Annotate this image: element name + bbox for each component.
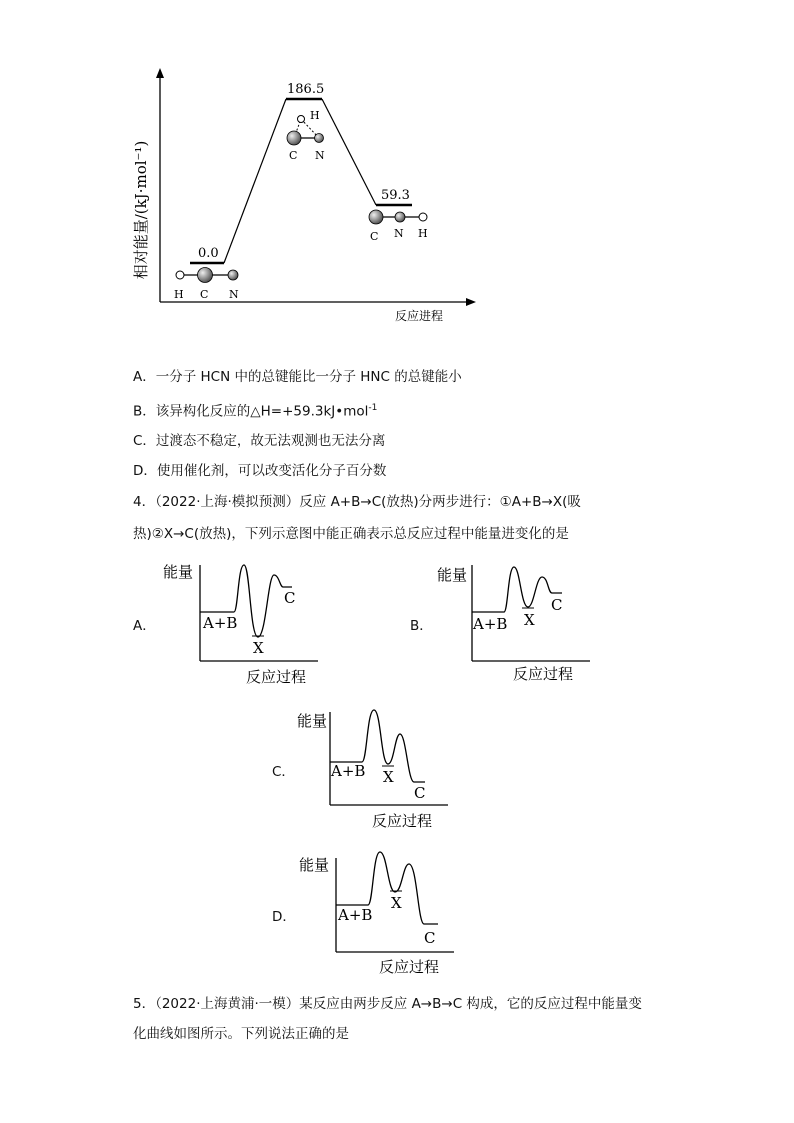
option-b bbox=[133, 398, 377, 422]
question-4-line-2: 热)②X→C(放热)，下列示意图中能正确表示总反应过程中能量进变化的是 bbox=[133, 526, 569, 542]
y-axis-label: 能量 bbox=[299, 856, 330, 874]
option-b-label: B． bbox=[410, 618, 433, 634]
diagram-option-c bbox=[290, 702, 465, 837]
intermediate-label: X bbox=[253, 639, 264, 657]
question-5-line-2: 化曲线如图所示。下列说法正确的是 bbox=[133, 1026, 349, 1042]
option-c-label: C． bbox=[272, 764, 295, 780]
diagram-option-a bbox=[160, 555, 335, 690]
reactant-label: A+B bbox=[338, 906, 373, 924]
level-value-transition: 186.5 bbox=[287, 82, 325, 97]
diagram-option-b bbox=[432, 555, 607, 690]
reactant-label: A+B bbox=[203, 614, 238, 632]
atom-label-h: H bbox=[418, 227, 428, 240]
question-4-line-1: 4．（2022·上海·模拟预测）反应 A+B→C(放热)分两步进行：①A+B→X(吸 bbox=[133, 494, 581, 510]
reactant-label: A+B bbox=[473, 615, 508, 633]
option-b-superscript: -1 bbox=[368, 403, 378, 413]
reactant-label: A+B bbox=[331, 762, 366, 780]
intermediate-label: X bbox=[524, 611, 535, 629]
atom-label-n: N bbox=[394, 227, 404, 240]
y-axis-label: 能量 bbox=[297, 712, 328, 730]
intermediate-label: X bbox=[383, 768, 394, 786]
atom-label-h: H bbox=[174, 288, 184, 301]
y-axis-arrow bbox=[156, 68, 164, 78]
hnc-molecule-icon bbox=[369, 210, 427, 224]
x-axis-label: 反应过程 bbox=[513, 665, 574, 683]
option-a: A．一分子 HCN 中的总键能比一分子 HNC 的总键能小 bbox=[133, 369, 462, 385]
atom-label-c: C bbox=[289, 149, 298, 162]
option-c: C．过渡态不稳定，故无法观测也无法分离 bbox=[133, 433, 386, 449]
product-label: C bbox=[551, 596, 563, 614]
level-value-product: 59.3 bbox=[381, 188, 410, 203]
descent-line bbox=[322, 99, 376, 205]
x-axis-label: 反应过程 bbox=[379, 958, 440, 976]
atom-label-c: C bbox=[370, 230, 379, 243]
question-5-line-1: 5．（2022·上海黄浦·一模）某反应由两步反应 A→B→C 构成，它的反应过程中能量变 bbox=[133, 996, 642, 1012]
ascent-line bbox=[224, 99, 286, 263]
product-label: C bbox=[284, 589, 296, 607]
x-axis-arrow bbox=[466, 298, 476, 306]
y-axis-label: 能量 bbox=[163, 563, 194, 581]
option-a-label: A． bbox=[133, 618, 156, 634]
x-axis-label: 反应进程 bbox=[395, 309, 444, 323]
product-label: C bbox=[424, 929, 436, 947]
y-axis-label: 能量 bbox=[437, 566, 468, 584]
atom-label-c: C bbox=[200, 288, 209, 301]
hcn-molecule-icon bbox=[176, 268, 238, 283]
atom-label-h: H bbox=[310, 109, 320, 122]
intermediate-label: X bbox=[391, 894, 402, 912]
level-value-reactant: 0.0 bbox=[198, 246, 219, 261]
product-label: C bbox=[414, 784, 426, 802]
diagram-option-d bbox=[296, 848, 471, 983]
option-d: D．使用催化剂，可以改变活化分子百分数 bbox=[133, 463, 387, 479]
y-axis-label: 相对能量/(kJ·mol⁻¹) bbox=[132, 140, 150, 280]
x-axis-label: 反应过程 bbox=[372, 812, 433, 830]
atom-label-n: N bbox=[229, 288, 239, 301]
energy-profile-figure bbox=[120, 60, 500, 330]
option-b-text: B．该异构化反应的△H=+59.3kJ•mol bbox=[133, 403, 369, 420]
atom-label-n: N bbox=[315, 149, 325, 162]
x-axis-label: 反应过程 bbox=[246, 668, 307, 686]
option-d-label: D． bbox=[272, 909, 296, 925]
